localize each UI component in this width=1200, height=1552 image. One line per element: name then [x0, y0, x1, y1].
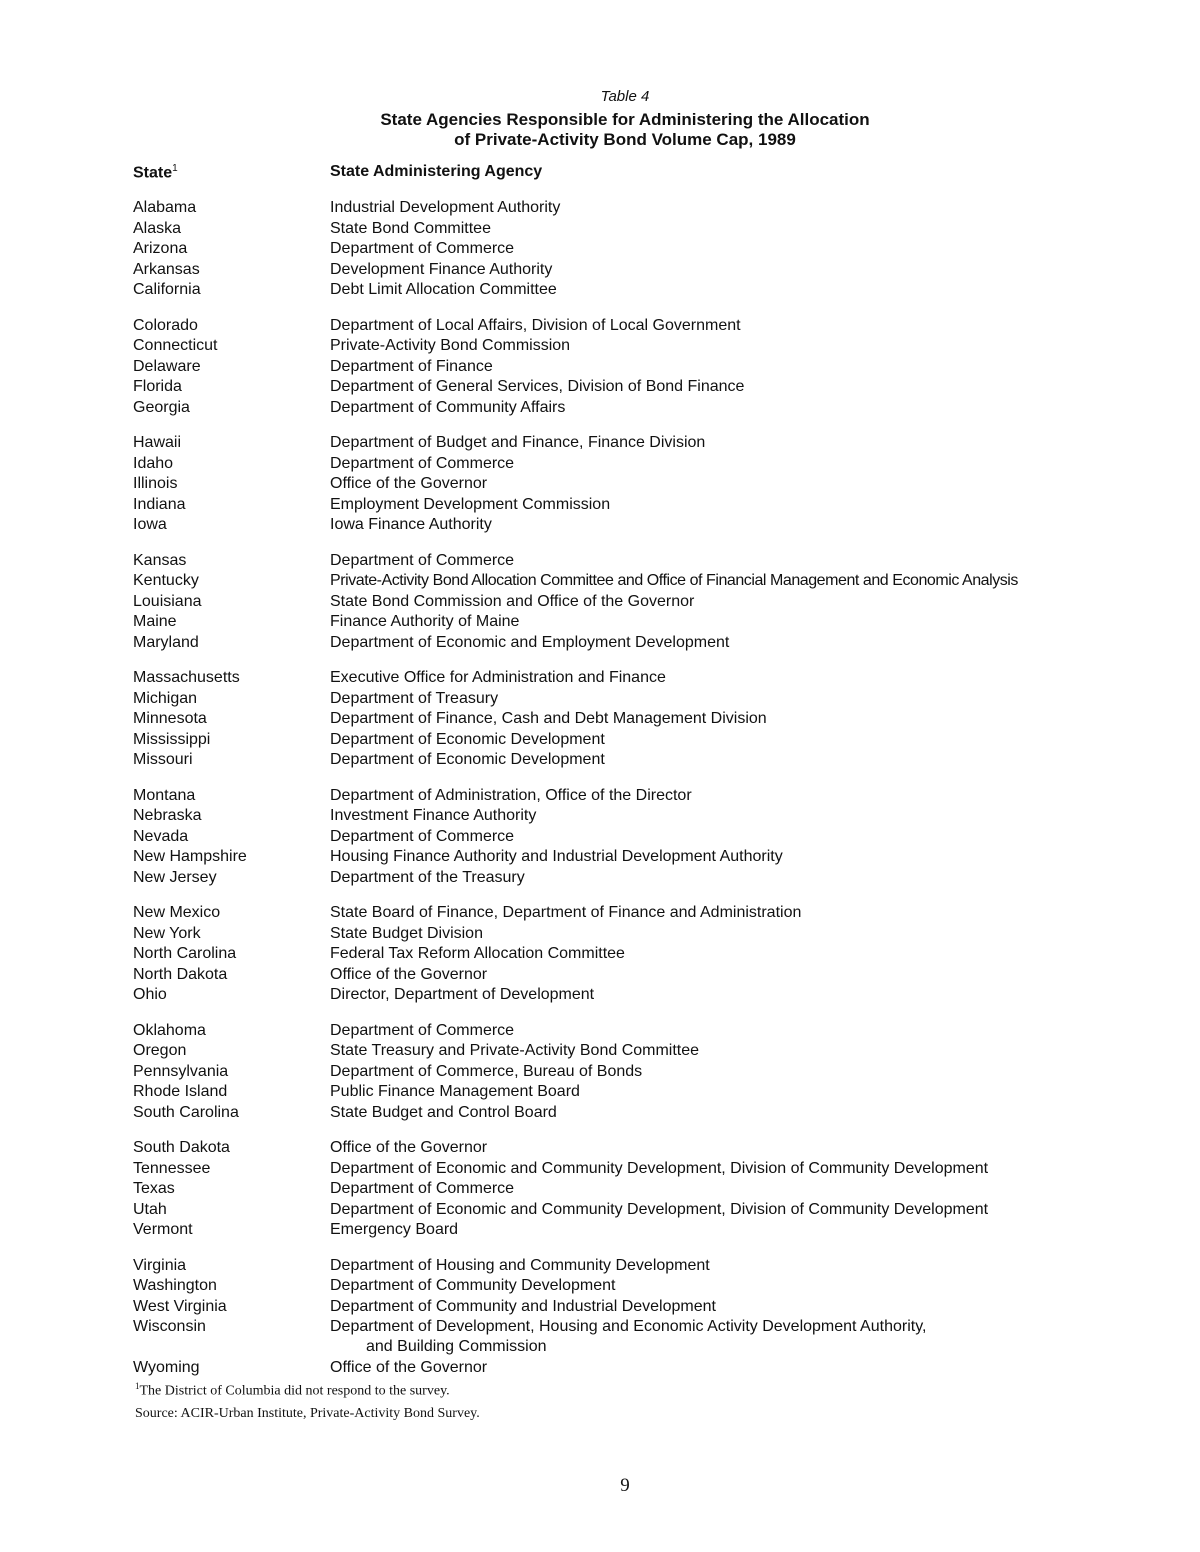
- page-number: 9: [620, 1475, 630, 1496]
- agency-text: State Budget Division: [330, 924, 483, 942]
- table-row: [0, 454, 1200, 475]
- agency-text: Public Finance Management Board: [330, 1083, 580, 1100]
- table-body: [0, 198, 1200, 1394]
- state-name: Delaware: [133, 357, 201, 375]
- agency-text: Department of Commerce: [330, 551, 515, 569]
- state-name: Kansas: [133, 551, 187, 569]
- agency-text: Department of Economic Development: [330, 751, 605, 768]
- state-name: Indiana: [133, 495, 186, 513]
- agency-text: Investment Finance Authority: [330, 807, 537, 824]
- table-row: [0, 806, 1200, 827]
- table-row: [0, 709, 1200, 730]
- state-group: [0, 903, 1200, 1006]
- state-name: Rhode Island: [133, 1083, 228, 1100]
- footnote: [135, 1381, 450, 1400]
- state-name: Utah: [133, 1200, 167, 1218]
- table-row: [0, 903, 1200, 924]
- table-row: [0, 1021, 1200, 1042]
- state-name: Mississippi: [133, 730, 211, 748]
- agency-text: Department of Economic and Employment Development: [330, 633, 730, 651]
- state-name: Maine: [133, 613, 177, 630]
- agency-text: Department of Finance: [330, 357, 493, 375]
- table-label: Table 4: [600, 88, 650, 105]
- agency-text: Department of the Treasury: [330, 868, 525, 886]
- state-name: Illinois: [133, 475, 178, 492]
- agency-text: State Budget and Control Board: [330, 1103, 557, 1121]
- agency-name: [330, 1041, 699, 1061]
- table-row: [0, 827, 1200, 848]
- state-name: Michigan: [133, 689, 198, 707]
- state-group: [0, 1256, 1200, 1379]
- agency-name: [330, 1138, 487, 1158]
- state-name: North Dakota: [133, 965, 228, 983]
- agency-name: [330, 924, 483, 944]
- agency-text: Department of Commerce: [330, 1021, 515, 1039]
- table-row: [0, 965, 1200, 986]
- agency-name: [330, 847, 783, 867]
- table-row: [0, 377, 1200, 398]
- agency-text: Office of the Governor: [330, 1359, 488, 1376]
- agency-text: Department of Community Affairs: [330, 398, 566, 416]
- agency-name: [330, 1317, 1030, 1357]
- agency-text: State Treasury and Private-Activity Bond Committee: [330, 1042, 700, 1059]
- agency-name: [330, 1082, 580, 1102]
- agency-name: [330, 1179, 514, 1199]
- state-name: Florida: [133, 378, 182, 395]
- column-header-agency: State Administering Agency: [330, 163, 543, 180]
- state-group: [0, 1138, 1200, 1241]
- table-row: [0, 730, 1200, 751]
- state-name: Oklahoma: [133, 1021, 206, 1039]
- agency-name: [330, 280, 557, 300]
- state-name: Georgia: [133, 398, 190, 416]
- table-row: [0, 868, 1200, 889]
- agency-text: Office of the Governor: [330, 475, 488, 492]
- state-name: Oregon: [133, 1042, 187, 1059]
- state-name: Texas: [133, 1180, 175, 1197]
- state-name: Alaska: [133, 219, 182, 237]
- state-name: Maryland: [133, 633, 199, 651]
- agency-name: [330, 827, 514, 847]
- agency-name: [330, 336, 570, 356]
- table-row: [0, 336, 1200, 357]
- agency-name: [330, 571, 1018, 591]
- agency-text: Department of Commerce: [330, 454, 515, 472]
- title-line-1: State Agencies Responsible for Administering the Allocation: [380, 110, 870, 129]
- agency-text: Private-Activity Bond Allocation Committee and Office of Financial Management and Economic Analysis: [330, 572, 1018, 589]
- table-title: [0, 110, 1200, 150]
- state-name: Wisconsin: [133, 1318, 206, 1335]
- table-row: [0, 1200, 1200, 1221]
- agency-text: Office of the Governor: [330, 1139, 488, 1156]
- state-name: Nevada: [133, 827, 189, 845]
- agency-name: [330, 260, 552, 280]
- agency-name: [330, 944, 625, 964]
- state-group: [0, 316, 1200, 419]
- agency-name: [330, 985, 594, 1005]
- agency-text: Employment Development Commission: [330, 495, 611, 513]
- agency-name: [330, 750, 605, 770]
- table-row: [0, 1179, 1200, 1200]
- agency-name: [330, 454, 514, 474]
- footnote-text: The District of Columbia did not respond to the survey.: [139, 1383, 450, 1399]
- agency-text: Department of Commerce: [330, 1180, 515, 1197]
- table-row: [0, 847, 1200, 868]
- agency-name: [330, 1256, 710, 1276]
- state-name: New Mexico: [133, 904, 221, 921]
- agency-text: Iowa Finance Authority: [330, 516, 492, 533]
- state-name: South Carolina: [133, 1103, 239, 1121]
- agency-name: [330, 786, 692, 806]
- agency-name: [330, 495, 610, 515]
- table-row: [0, 1138, 1200, 1159]
- table-row: [0, 316, 1200, 337]
- agency-name: [330, 1220, 458, 1240]
- table-row: [0, 1041, 1200, 1062]
- table-row: [0, 592, 1200, 613]
- agency-text: Department of Local Affairs, Division of Local Government: [330, 316, 741, 334]
- table-row: [0, 668, 1200, 689]
- agency-text: Development Finance Authority: [330, 260, 553, 278]
- table-row: [0, 1256, 1200, 1277]
- table-row: [0, 1159, 1200, 1180]
- agency-name: [330, 1358, 487, 1378]
- table-row: [0, 515, 1200, 536]
- agency-name: [330, 198, 560, 218]
- state-group: [0, 786, 1200, 889]
- table-row: [0, 1062, 1200, 1083]
- table-row: [0, 198, 1200, 219]
- state-name: Virginia: [133, 1256, 187, 1274]
- agency-name: [330, 1200, 988, 1220]
- agency-text: Department of Commerce: [330, 827, 515, 845]
- agency-text: Department of Economic and Community Development, Division of Community Development: [330, 1159, 989, 1177]
- state-name: Wyoming: [133, 1359, 200, 1376]
- state-name: Nebraska: [133, 807, 202, 824]
- state-name: West Virginia: [133, 1297, 227, 1315]
- table-row: [0, 1317, 1200, 1358]
- agency-name: [330, 515, 492, 535]
- table-row: [0, 750, 1200, 771]
- agency-text: Debt Limit Allocation Committee: [330, 281, 557, 298]
- footnote-mark: 1: [172, 163, 178, 174]
- table-row: [0, 1358, 1200, 1379]
- agency-text: Federal Tax Reform Allocation Committee: [330, 945, 625, 962]
- table-row: [0, 219, 1200, 240]
- table-row: [0, 571, 1200, 592]
- table-row: [0, 260, 1200, 281]
- agency-name: [330, 633, 729, 653]
- agency-name: [330, 612, 519, 632]
- state-name: Alabama: [133, 199, 197, 216]
- state-group: [0, 198, 1200, 301]
- source-note: Source: ACIR-Urban Institute, Private-Activity Bond Survey.: [135, 1406, 480, 1421]
- state-name: Washington: [133, 1277, 217, 1294]
- table-row: [0, 633, 1200, 654]
- state-group: [0, 668, 1200, 771]
- state-name: Idaho: [133, 454, 174, 472]
- table-row: [0, 612, 1200, 633]
- agency-name: [330, 1276, 615, 1296]
- table-row: [0, 689, 1200, 710]
- state-name: Connecticut: [133, 337, 218, 354]
- agency-text: Department of Administration, Office of the Director: [330, 786, 692, 804]
- state-name: Kentucky: [133, 572, 199, 589]
- agency-text: Department of Commerce: [330, 240, 515, 257]
- agency-text: Housing Finance Authority and Industrial Development Authority: [330, 848, 783, 865]
- state-name: Missouri: [133, 751, 193, 768]
- agency-name: [330, 1021, 514, 1041]
- agency-text: State Board of Finance, Department of Finance and Administration: [330, 904, 802, 921]
- agency-name: [330, 398, 565, 418]
- agency-text: Department of Finance, Cash and Debt Management Division: [330, 710, 767, 727]
- table-row: [0, 924, 1200, 945]
- agency-text: Department of Economic and Community Development, Division of Community Development: [330, 1200, 989, 1218]
- agency-name: [330, 1062, 642, 1082]
- state-name: California: [133, 281, 201, 298]
- state-name: Vermont: [133, 1221, 193, 1238]
- state-group: [0, 1021, 1200, 1124]
- state-name: New Jersey: [133, 868, 217, 886]
- agency-text-continued: and Building Commission: [366, 1338, 547, 1355]
- agency-name: [330, 730, 605, 750]
- table-row: [0, 551, 1200, 572]
- agency-text: Department of Community and Industrial Development: [330, 1297, 716, 1315]
- table-row: [0, 398, 1200, 419]
- agency-text: Private-Activity Bond Commission: [330, 337, 571, 354]
- state-group: [0, 433, 1200, 536]
- state-name: Iowa: [133, 516, 167, 533]
- agency-text: Department of Economic Development: [330, 730, 605, 748]
- title-line-2: of Private-Activity Bond Volume Cap, 1989: [454, 130, 796, 149]
- agency-name: [330, 551, 514, 571]
- table-row: [0, 1103, 1200, 1124]
- agency-name: [330, 377, 744, 397]
- agency-text: Office of the Governor: [330, 965, 488, 983]
- state-name: Colorado: [133, 316, 198, 334]
- state-name: Arkansas: [133, 260, 200, 278]
- agency-name: [330, 316, 741, 336]
- agency-text: Department of Commerce, Bureau of Bonds: [330, 1062, 643, 1080]
- agency-name: [330, 709, 767, 729]
- agency-text: Department of Community Development: [330, 1277, 616, 1294]
- state-name: New York: [133, 924, 201, 942]
- agency-name: [330, 903, 801, 923]
- agency-text: Department of Treasury: [330, 689, 499, 707]
- state-name: Pennsylvania: [133, 1062, 229, 1080]
- state-name: North Carolina: [133, 945, 237, 962]
- agency-text: Executive Office for Administration and Finance: [330, 669, 666, 686]
- agency-name: [330, 239, 514, 259]
- agency-name: [330, 806, 536, 826]
- agency-text: Industrial Development Authority: [330, 199, 561, 216]
- state-name: Tennessee: [133, 1159, 211, 1177]
- agency-text: Finance Authority of Maine: [330, 613, 520, 630]
- table-row: [0, 1082, 1200, 1103]
- agency-text: State Bond Commission and Office of the Governor: [330, 592, 695, 610]
- agency-name: [330, 1297, 716, 1317]
- state-name: Hawaii: [133, 434, 182, 451]
- footnote-note-mark: 1: [135, 1381, 140, 1391]
- agency-name: [330, 474, 487, 494]
- table-row: [0, 433, 1200, 454]
- agency-name: [330, 668, 666, 688]
- agency-text: Emergency Board: [330, 1221, 459, 1238]
- table-row: [0, 944, 1200, 965]
- state-name: Montana: [133, 786, 196, 804]
- agency-text: Department of Budget and Finance, Finance Division: [330, 434, 706, 451]
- table-row: [0, 1276, 1200, 1297]
- agency-text: Director, Department of Development: [330, 986, 595, 1003]
- state-name: Louisiana: [133, 592, 202, 610]
- state-name: Arizona: [133, 240, 188, 257]
- agency-name: [330, 433, 705, 453]
- state-name: Massachusetts: [133, 669, 240, 686]
- agency-text: Department of Housing and Community Development: [330, 1256, 710, 1274]
- agency-name: [330, 219, 491, 239]
- table-row: [0, 495, 1200, 516]
- state-name: New Hampshire: [133, 848, 247, 865]
- table-row: [0, 1297, 1200, 1318]
- table-row: [0, 474, 1200, 495]
- agency-name: [330, 689, 498, 709]
- agency-text: State Bond Committee: [330, 219, 491, 237]
- table-row: [0, 239, 1200, 260]
- table-row: [0, 985, 1200, 1006]
- agency-name: [330, 592, 694, 612]
- column-header-state: [133, 163, 178, 182]
- table-row: [0, 280, 1200, 301]
- agency-name: [330, 965, 487, 985]
- agency-text: Department of Development, Housing and Economic Activity Development Authority,: [330, 1318, 927, 1335]
- state-group: [0, 551, 1200, 654]
- agency-name: [330, 1103, 557, 1123]
- state-name: Minnesota: [133, 710, 207, 727]
- table-row: [0, 357, 1200, 378]
- column-header-state-label: State: [133, 164, 173, 182]
- agency-name: [330, 868, 525, 888]
- table-row: [0, 1220, 1200, 1241]
- agency-name: [330, 357, 493, 377]
- table-row: [0, 786, 1200, 807]
- agency-name: [330, 1159, 988, 1179]
- state-name: South Dakota: [133, 1139, 230, 1156]
- state-name: Ohio: [133, 986, 167, 1003]
- agency-text: Department of General Services, Division of Bond Finance: [330, 378, 745, 395]
